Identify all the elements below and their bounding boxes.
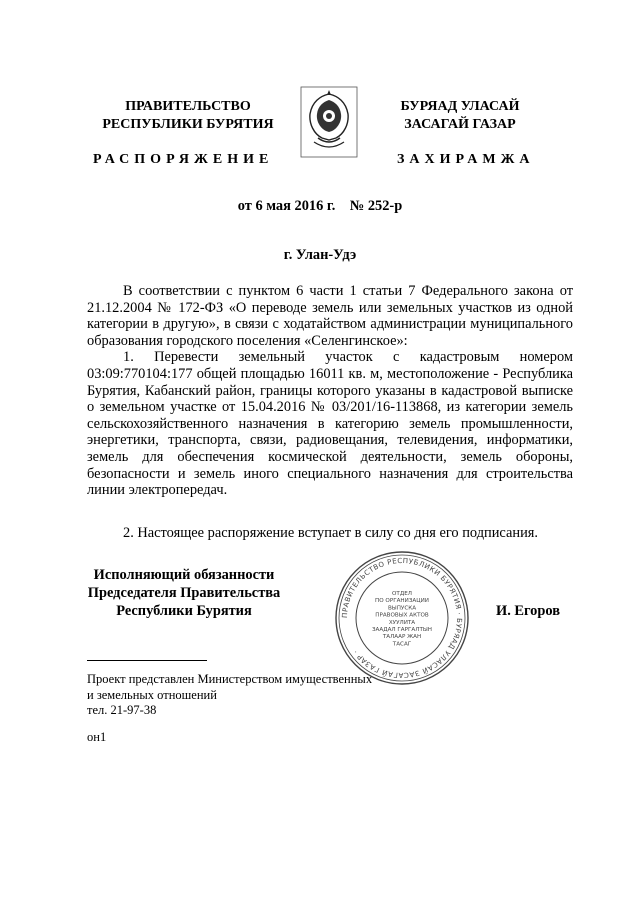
footer-code: он1 xyxy=(87,730,107,744)
doc-type-right: ЗАХИРАМЖА xyxy=(397,152,535,167)
stamp-center-line: ЗААДАЛ ГАРГАЛТЫН xyxy=(371,627,433,633)
footer-phone: тел. 21-97-38 xyxy=(87,703,157,717)
stamp-center-line: ТАЛААР ЖАН xyxy=(382,634,422,641)
paragraph-item-2: 2. Настоящее распоряжение вступает в силу со дня его подписания. xyxy=(123,525,538,541)
body-text xyxy=(87,283,573,499)
city: г. Улан-Удэ xyxy=(283,247,357,263)
signatory-name: И. Егоров xyxy=(496,603,560,619)
stamp-center-line: ТАСАГ xyxy=(392,641,412,648)
footer-line2: и земельных отношений xyxy=(87,687,217,702)
signature-line2: Председателя Правительства xyxy=(87,585,281,601)
header-left-line1: ПРАВИТЕЛЬСТВО xyxy=(125,99,251,114)
header-right-line2: ЗАСАГАЙ ГАЗАР xyxy=(404,117,516,132)
official-stamp xyxy=(334,550,470,686)
stamp-center-line: ПО ОРГАНИЗАЦИИ xyxy=(375,598,429,605)
doc-type-left: РАСПОРЯЖЕНИЕ xyxy=(93,152,274,167)
stamp-center-line: ВЫПУСКА xyxy=(387,605,417,612)
footer-divider xyxy=(87,660,207,661)
footer-block xyxy=(87,672,507,719)
signature-line3: Республики Бурятия xyxy=(116,603,252,619)
header-right-line1: БУРЯАД УЛАСАЙ xyxy=(400,99,520,114)
body-text-2 xyxy=(87,525,573,542)
coat-of-arms-icon xyxy=(300,86,358,158)
signature-line1: Исполняющий обязанности xyxy=(93,567,275,583)
stamp-center-line: ХУУЛИТА xyxy=(388,619,416,626)
signature-title xyxy=(68,566,300,620)
stamp-ring-text: ПРАВИТЕЛЬСТВО РЕСПУБЛИКИ БУРЯТИЯ · БУРЯАД УЛАСАЙ ЗАСАГАЙ ГАЗАР · xyxy=(340,556,464,680)
paragraph-intro: В соответствии с пунктом 6 части 1 статьи 7 Федерального закона от 21.12.2004 № 172-ФЗ «О переводе земель или земельных участков из одной категории в другую», в связи с ходатайством администрации муниципального образования городского поселения «Селенгинское»: xyxy=(87,283,573,349)
header-right-block xyxy=(366,98,554,134)
header-left-line2: РЕСПУБЛИКИ БУРЯТИЯ xyxy=(102,117,274,132)
header-left-block xyxy=(88,98,288,134)
paragraph-item-1: 1. Перевести земельный участок с кадастровым номером 03:09:770104:177 общей площадью 16011 кв. м, местоположение - Республика Бурятия, Кабанский район, границы которого указаны в кадастровой выписке о земельном участке от 15.04.2016 № 03/201/16-113868, из категории земель сельскохозяйственного назначения в категорию земель промышленности, энергетики, транспорта, связи, радиовещания, телевидения, информатики, земель для обеспечения космической деятельности, земель обороны, безопасности и земель иного специального назначения для строительства линии электропередач. xyxy=(87,349,573,499)
stamp-center-line: ОТДЕЛ xyxy=(392,591,412,597)
footer-line1: Проект представлен Министерством имущественных xyxy=(87,672,373,686)
stamp-center-line: ПРАВОВЫХ АКТОВ xyxy=(375,612,429,619)
date-number: от 6 мая 2016 г. № 252-р xyxy=(237,198,403,214)
